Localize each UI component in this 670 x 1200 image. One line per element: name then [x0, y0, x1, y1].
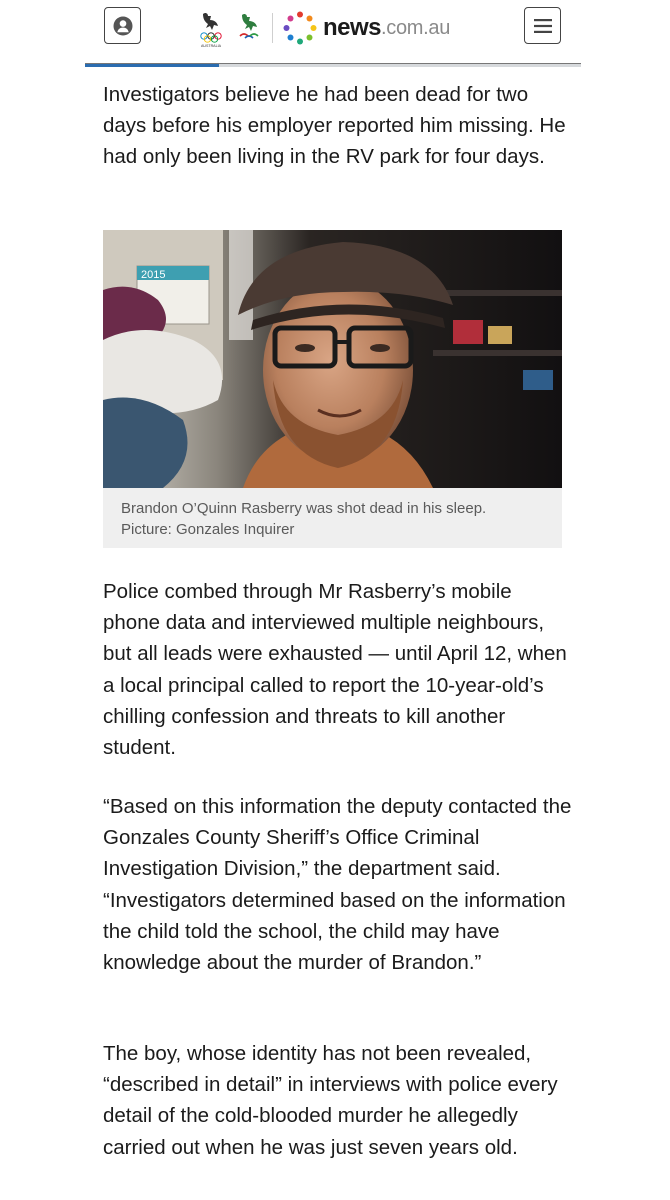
article-paragraph: Police combed through Mr Rasberry’s mobile phone data and interviewed multiple neighbours, but all leads were exhausted — until April 12, when a local principal called to report the 10-year-old’s chilling confession and threats to kill another student. [103, 580, 567, 760]
reading-progress-fill [85, 64, 219, 67]
brand-dots-icon [283, 11, 317, 45]
reading-progress-bar [85, 63, 581, 67]
article-paragraph: Investigators believe he had been dead for two days before his employer reported him missing. He had only been living in the RV park for four days. [103, 83, 566, 169]
user-circle-icon [113, 16, 133, 36]
caption-text: Brandon O’Quinn Rasberry was shot dead in his sleep. [121, 500, 487, 517]
calendar-text: 2015 [141, 269, 166, 281]
account-button[interactable] [104, 7, 141, 44]
olympic-team-logo[interactable] [196, 10, 226, 46]
brand-domain: .com.au [381, 16, 451, 39]
article-figure [103, 230, 562, 548]
logo-divider [272, 13, 273, 43]
caption-credit: Picture: Gonzales Inquirer [121, 521, 295, 538]
menu-button[interactable] [524, 7, 561, 44]
olympic-logo-text: AUSTRALIA [201, 44, 221, 48]
news-com-au-logo[interactable] [283, 11, 450, 45]
photo-caption [121, 498, 551, 540]
brand-name: news [323, 14, 382, 41]
site-header [0, 0, 670, 64]
hamburger-menu-icon [534, 19, 552, 33]
article-photo[interactable] [103, 230, 562, 488]
article-paragraph: The boy, whose identity has not been revealed, “described in detail” in interviews with police every detail of the cold-blooded murder he allegedly carried out when he was just seven years old. [103, 1042, 558, 1159]
paralympic-team-logo[interactable] [234, 10, 264, 46]
header-logos [196, 8, 450, 48]
article-paragraph: “Based on this information the deputy contacted the Gonzales County Sheriff’s Office Criminal Investigation Division,” the department said. “Investigators determined based on the information the child told the school, the child may have knowledge about the murder of Brandon.” [103, 795, 572, 975]
